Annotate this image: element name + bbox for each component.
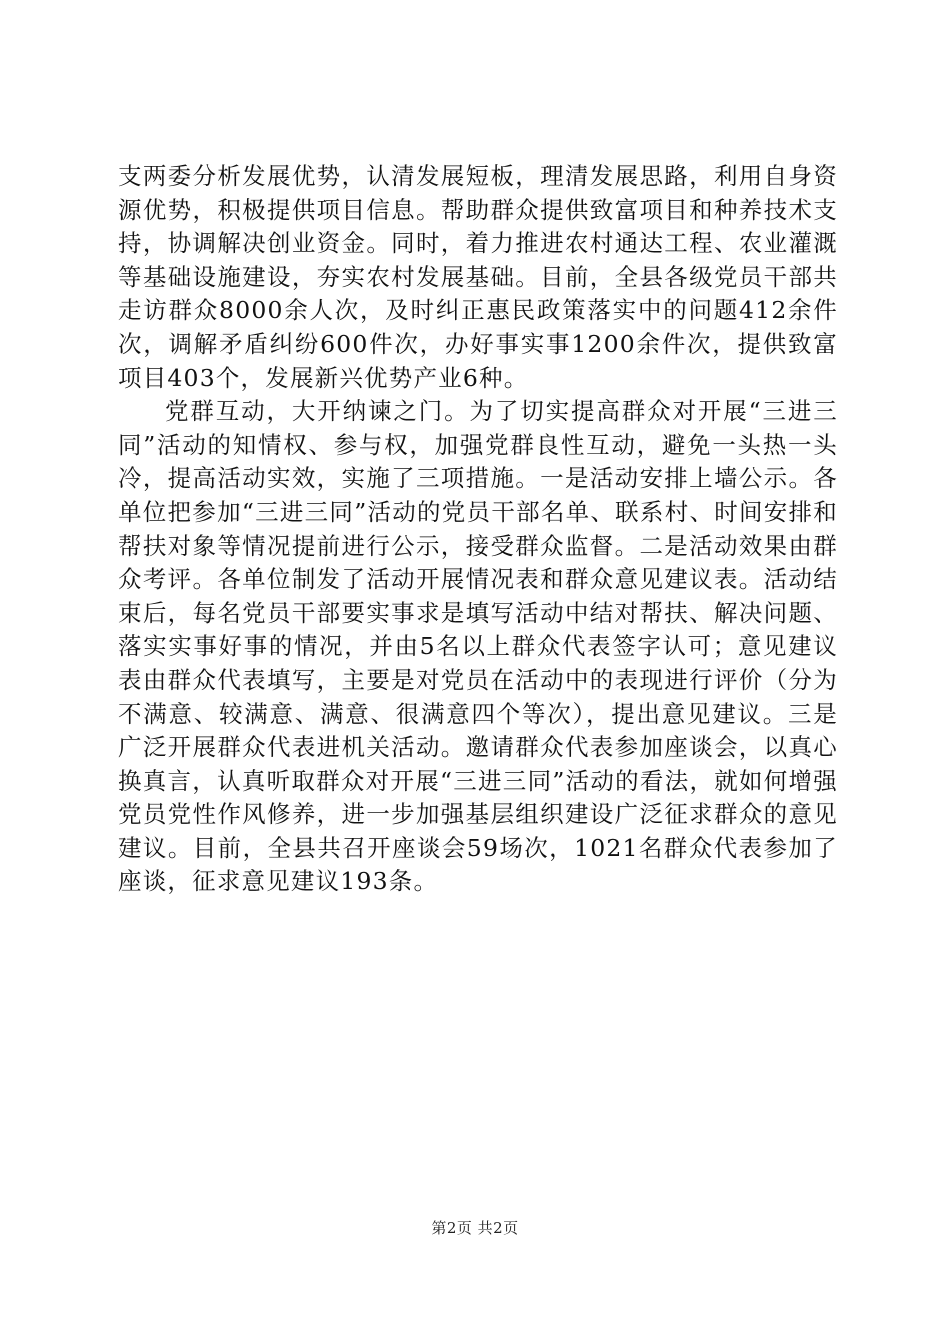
- paragraph-continued: 支两委分析发展优势，认清发展短板，理清发展思路，利用自身资源优势，积极提供项目信息。帮助群众提供致富项目和种养技术支持，协调解决创业资金。同时，着力推进农村通达工程、农业灌溉等基础设施建设，夯实农村发展基础。目前，全县各级党员干部共走访群众8000余人次，及时纠正惠民政策落实中的问题412余件次，调解矛盾纠纷600件次，办好事实事1200余件次，提供致富项目403个，发展新兴优势产业6种。: [118, 162, 838, 392]
- document-body: [118, 160, 838, 899]
- page-number-footer: 第2页 共2页: [431, 1219, 519, 1237]
- paragraph-party-mass-interaction: 党群互动，大开纳谏之门。为了切实提高群众对开展“三进三同”活动的知情权、参与权，加强党群良性互动，避免一头热一头冷，提高活动实效，实施了三项措施。一是活动安排上墙公示。各单位把参加“三进三同”活动的党员干部名单、联系村、时间安排和帮扶对象等情况提前进行公示，接受群众监督。二是活动效果由群众考评。各单位制发了活动开展情况表和群众意见建议表。活动结束后，每名党员干部要实事求是填写活动中结对帮扶、解决问题、落实实事好事的情况，并由5名以上群众代表签字认可；意见建议表由群众代表填写，主要是对党员在活动中的表现进行评价（分为不满意、较满意、满意、很满意四个等次），提出意见建议。三是广泛开展群众代表进机关活动。邀请群众代表参加座谈会，以真心换真言，认真听取群众对开展“三进三同”活动的看法，就如何增强党员党性作风修养，进一步加强基层组织建设广泛征求群众的意见建议。目前，全县共召开座谈会59场次，1021名群众代表参加了座谈，征求意见建议193条。: [118, 397, 838, 896]
